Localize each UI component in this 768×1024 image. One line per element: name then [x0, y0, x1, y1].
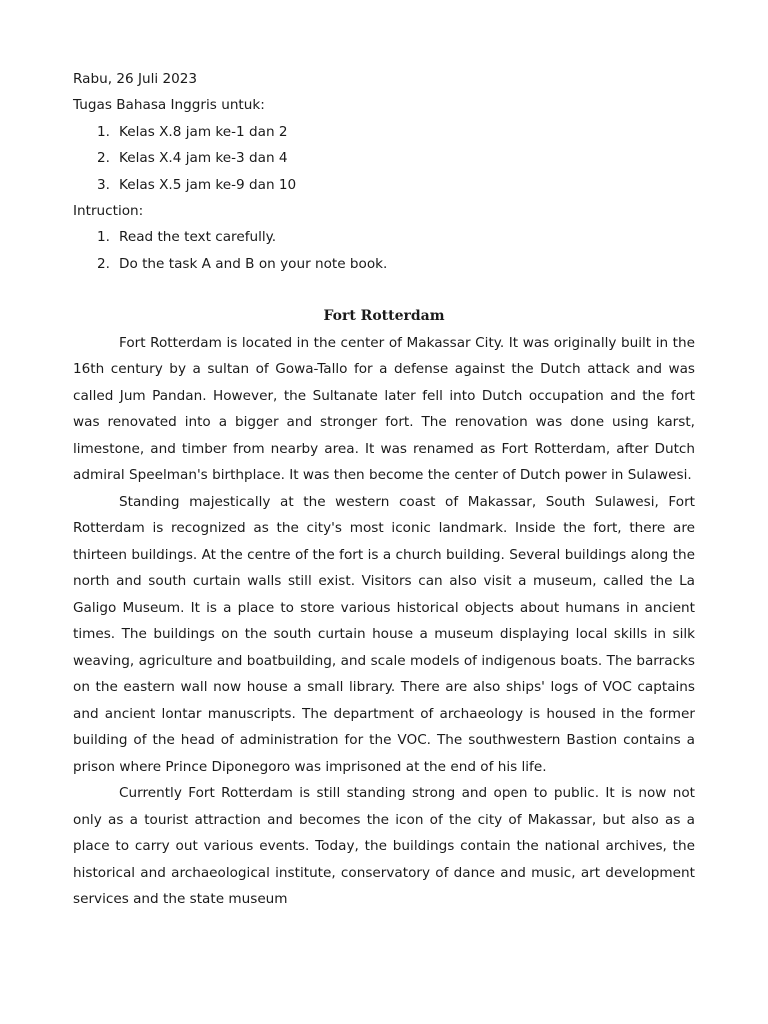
list-item-text: Read the text carefully.: [119, 229, 277, 246]
list-number: 2.: [97, 150, 110, 167]
instruction-list: [73, 224, 695, 277]
list-number: 3.: [97, 176, 110, 193]
instruction-label: Intruction:: [73, 202, 144, 219]
list-item-text: Do the task A and B on your note book.: [119, 255, 388, 272]
list-item-text: Kelas X.4 jam ke-3 dan 4: [119, 150, 288, 167]
list-item: [73, 119, 695, 145]
article-paragraph: Standing majestically at the western coast of Makassar, South Sulawesi, Fort Rotterdam is recognized as the city's most iconic landmark. Inside the fort, there are thirteen buildings. At the centre of the fort is a church building. Several buildings along the north and south curtain walls still exist. Visitors can also visit a museum, called the La Galigo Museum. It is a place to store various historical objects about humans in ancient times. The buildings on the south curtain house a museum displaying local skills in silk weaving, agriculture and boatbuilding, and scale models of indigenous boats. The barracks on the eastern wall now house a small library. There are also ships' logs of VOC captains and ancient lontar manuscripts. The department of archaeology is housed in the former building of the head of administration for the VOC. The southwestern Bastion contains a prison where Prince Diponegoro was imprisoned at the end of his life.: [73, 493, 695, 775]
list-item-text: Kelas X.8 jam ke-1 dan 2: [119, 123, 288, 140]
list-item-text: Kelas X.5 jam ke-9 dan 10: [119, 176, 297, 193]
list-item: [73, 145, 695, 171]
list-item: [73, 251, 695, 277]
list-item: [73, 224, 695, 250]
list-item: [73, 172, 695, 198]
list-number: 1.: [97, 123, 110, 140]
assignment-title: Tugas Bahasa Inggris untuk:: [73, 97, 265, 114]
document-page: [73, 66, 695, 913]
list-number: 1.: [97, 229, 110, 246]
date-line: Rabu, 26 Juli 2023: [73, 71, 198, 87]
article-title: Fort Rotterdam: [323, 308, 445, 325]
article-paragraph: Fort Rotterdam is located in the center of Makassar City. It was originally built in the 16th century by a sultan of Gowa-Tallo for a defense against the Dutch attack and was called Jum Pandan. However, the Sultanate later fell into Dutch occupation and the fort was renovated into a bigger and stronger fort. The renovation was done using karst, limestone, and timber from nearby area. It was renamed as Fort Rotterdam, after Dutch admiral Speelman's birthplace. It was then become the center of Dutch power in Sulawesi.: [73, 334, 695, 484]
class-list: [73, 119, 695, 198]
article-paragraph: Currently Fort Rotterdam is still standing strong and open to public. It is now not only as a tourist attraction and becomes the icon of the city of Makassar, but also as a place to carry out various events. Today, the buildings contain the national archives, the historical and archaeological institute, conservatory of dance and music, art development services and the state museum: [73, 785, 695, 908]
list-number: 2.: [97, 255, 110, 272]
